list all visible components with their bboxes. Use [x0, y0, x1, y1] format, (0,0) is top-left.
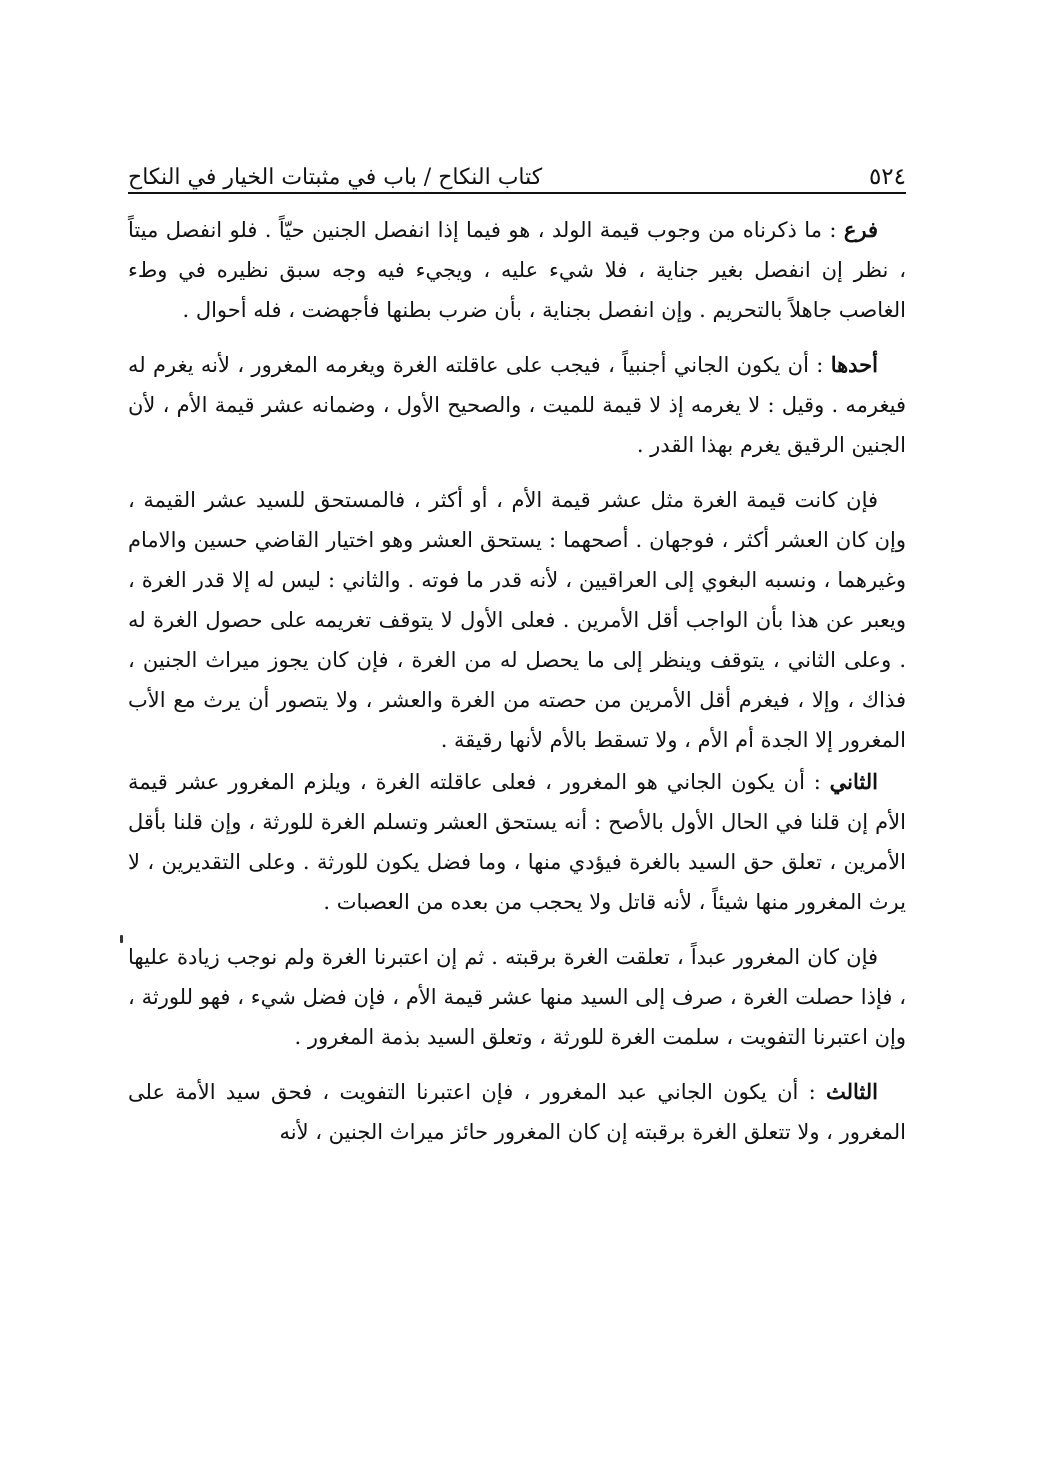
- paragraph-text: : ما ذكرناه من وجوب قيمة الولد ، هو فيما إذا انفصل الجنين حيّاً . فلو انفصل ميتاً ، نظر إن انفصل بغير جناية ، فلا شيء عليه ، ويجيء فيه وجه سبق نظيره في وطء الغاصب جاهلاً بالتحريم . وإن انفصل بجناية ، بأن ضرب بطنها فأجهضت ، فله أحوال .: [128, 218, 906, 322]
- paragraph-lead: الثاني: [829, 769, 878, 794]
- paragraph-lead: أحدها: [830, 352, 878, 377]
- paragraph-text: : أن يكون الجاني أجنبياً ، فيجب على عاقلته الغرة ويغرمه المغرور ، لأنه يغرم له فيغرمه . وقيل : لا يغرمه إذ لا قيمة للميت ، والصحيح الأول ، وضمانه عشر قيمة الأم ، لأن الجنين الرقيق يغرم بهذا القدر .: [128, 353, 906, 457]
- paragraph-fa-in-kanat: [128, 480, 906, 760]
- paragraph-far: [128, 210, 906, 330]
- running-title: كتاب النكاح / باب في مثبتات الخيار في النكاح: [128, 165, 543, 190]
- paragraph-text: : أن يكون الجاني هو المغرور ، فعلى عاقلته الغرة ، ويلزم المغرور عشر قيمة الأم إن قلنا في الحال الأول بالأصح : أنه يستحق العشر وتسلم الغرة للورثة ، وإن قلنا بأقل الأمرين ، تعلق حق السيد بالغرة فيؤدي منها ، وما فضل يكون للورثة . وعلى التقديرين ، لا يرث المغرور منها شيئاً ، لأنه قاتل ولا يحجب من بعده من العصبات .: [128, 770, 906, 914]
- header-rule: [128, 192, 906, 194]
- body-text: [128, 210, 906, 1167]
- paragraph-lead: فرع: [843, 217, 878, 242]
- paragraph-al-thalith: [128, 1072, 906, 1152]
- scan-speck: [120, 935, 123, 943]
- paragraph-lead: الثالث: [826, 1079, 878, 1104]
- paragraph-fa-in-kana: [128, 937, 906, 1057]
- paragraph-al-thani: [128, 762, 906, 922]
- paragraph-text: : أن يكون الجاني عبد المغرور ، فإن اعتبرنا التفويت ، فحق سيد الأمة على المغرور ، ولا تتعلق الغرة برقبته إن كان المغرور حائز ميراث الجنين ، لأنه: [128, 1080, 906, 1144]
- paragraph-text: فإن كانت قيمة الغرة مثل عشر قيمة الأم ، أو أكثر ، فالمستحق للسيد عشر القيمة ، وإن كان العشر أكثر ، فوجهان . أصحهما : يستحق العشر وهو اختيار القاضي حسين والامام وغيرهما ، ونسبه البغوي إلى العراقيين ، لأنه قدر ما فوته . والثاني : ليس له إلا قدر الغرة ، ويعبر عن هذا بأن الواجب أقل الأمرين . فعلى الأول لا يتوقف تغريمه على حصول الغرة له . وعلى الثاني ، يتوقف وينظر إلى ما يحصل له من الغرة ، فإن كان يجوز ميراث الجنين ، فذاك ، وإلا ، فيغرم أقل الأمرين من حصته من الغرة والعشر ، ولا يتصور أن يرث مع الأب المغرور إلا الجدة أم الأم ، ولا تسقط بالأم لأنها رقيقة .: [128, 488, 906, 752]
- page-number: ٥٢٤: [868, 164, 906, 190]
- running-header: [128, 150, 906, 190]
- paragraph-text: فإن كان المغرور عبداً ، تعلقت الغرة برقبته . ثم إن اعتبرنا الغرة ولم نوجب زيادة عليها ، فإذا حصلت الغرة ، صرف إلى السيد منها عشر قيمة الأم ، فإن فضل شيء ، فهو للورثة ، وإن اعتبرنا التفويت ، سلمت الغرة للورثة ، وتعلق السيد بذمة المغرور .: [128, 945, 906, 1049]
- paragraph-ahaduha: [128, 345, 906, 465]
